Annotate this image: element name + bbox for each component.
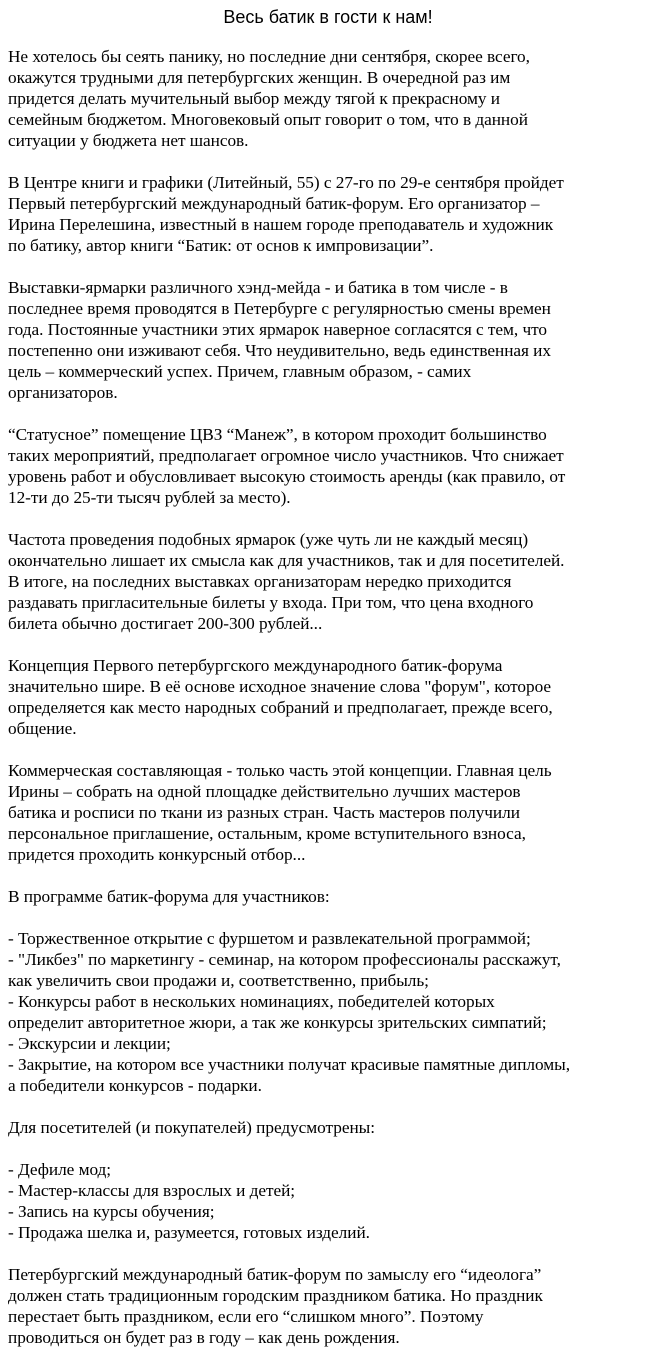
line: 12-ти до 25-ти тысяч рублей за место). [8, 488, 291, 507]
line: общение. [8, 719, 77, 738]
line: семейным бюджетом. Многовековый опыт говорит о том, что в данной [8, 110, 528, 129]
paragraph-6 [8, 655, 648, 739]
line: Выставки-ярмарки различного хэнд-мейда - и батика в том числе - в [8, 278, 508, 297]
line: Петербургский международный батик-форум по замыслу его “идеолога” [8, 1265, 542, 1284]
line: по батику, автор книги “Батик: от основ к импровизации”. [8, 236, 434, 255]
line: Для посетителей (и покупателей) предусмотрены: [8, 1118, 375, 1137]
line: проводиться он будет раз в году – как день рождения. [8, 1328, 400, 1347]
list-item: - Дефиле мод; [8, 1160, 112, 1179]
line: раздавать пригласительные билеты у входа. При том, что цена входного [8, 593, 534, 612]
line: Концепция Первого петербургского международного батик-форума [8, 656, 503, 675]
line: билета обычно достигает 200-300 рублей... [8, 614, 323, 633]
line: окажутся трудными для петербургских женщин. В очередной раз им [8, 68, 511, 87]
line: Коммерческая составляющая - только часть этой концепции. Главная цель [8, 761, 552, 780]
line: персональное приглашение, остальным, кроме вступительного взноса, [8, 824, 526, 843]
paragraph-9 [8, 1117, 648, 1138]
line: “Статусное” помещение ЦВЗ “Манеж”, в котором проходит большинство [8, 425, 547, 444]
line: организаторов. [8, 383, 118, 402]
list-item: - Экскурсии и лекции; [8, 1034, 171, 1053]
line: Первый петербургский международный батик-форум. Его организатор – [8, 194, 540, 213]
visitor-program-list [8, 1159, 648, 1243]
line: постепенно они изживают себя. Что неудивительно, ведь единственная их [8, 341, 551, 360]
line: В программе батик-форума для участников: [8, 887, 330, 906]
list-item: - Торжественное открытие с фуршетом и развлекательной программой; [8, 929, 531, 948]
article-title: Весь батик в гости к нам! [223, 7, 433, 27]
paragraph-7 [8, 760, 648, 865]
line: придется делать мучительный выбор между тягой к прекрасному и [8, 89, 500, 108]
line: окончательно лишает их смысла как для участников, так и для посетителей. [8, 551, 565, 570]
line: перестает быть праздником, если его “слишком много”. Поэтому [8, 1307, 484, 1326]
line: уровень работ и обусловливает высокую стоимость аренды (как правило, от [8, 467, 566, 486]
list-item: - Мастер-классы для взрослых и детей; [8, 1181, 296, 1200]
article [8, 0, 648, 1348]
list-item: - Запись на курсы обучения; [8, 1202, 215, 1221]
participant-program-list [8, 928, 648, 1096]
line: значительно шире. В её основе исходное значение слова "форум", которое [8, 677, 551, 696]
paragraph-4 [8, 424, 648, 508]
line: таких мероприятий, предполагает огромное число участников. Что снижает [8, 446, 564, 465]
paragraph-2 [8, 172, 648, 256]
list-item: а победители конкурсов - подарки. [8, 1076, 262, 1095]
line: должен стать традиционным городским праздником батика. Но праздник [8, 1286, 543, 1305]
line: года. Постоянные участники этих ярмарок наверное согласятся с тем, что [8, 320, 547, 339]
article-body [8, 46, 648, 1348]
paragraph-3 [8, 277, 648, 403]
list-item: как увеличить свои продажи и, соответственно, прибыль; [8, 971, 429, 990]
list-item: - Продажа шелка и, разумеется, готовых изделий. [8, 1223, 370, 1242]
line: Ирины – собрать на одной площадке действительно лучших мастеров [8, 782, 521, 801]
paragraph-5 [8, 529, 648, 634]
line: Не хотелось бы сеять панику, но последние дни сентября, скорее всего, [8, 47, 530, 66]
line: придется проходить конкурсный отбор... [8, 845, 306, 864]
list-item: - "Ликбез" по маркетингу - семинар, на котором профессионалы расскажут, [8, 950, 561, 969]
list-item: - Закрытие, на котором все участники получат красивые памятные дипломы, [8, 1055, 570, 1074]
paragraph-1 [8, 46, 648, 151]
paragraph-10 [8, 1264, 648, 1348]
line: последнее время проводятся в Петербурге с регулярностью смены времен [8, 299, 551, 318]
line: определяется как место народных собраний и предполагает, прежде всего, [8, 698, 553, 717]
paragraph-8 [8, 886, 648, 907]
line: В итоге, на последних выставках организаторам нередко приходится [8, 572, 512, 591]
list-item: определит авторитетное жюри, а так же конкурсы зрительских симпатий; [8, 1013, 547, 1032]
line: Ирина Перелешина, известный в нашем городе преподаватель и художник [8, 215, 554, 234]
list-item: - Конкурсы работ в нескольких номинациях, победителей которых [8, 992, 495, 1011]
line: Частота проведения подобных ярмарок (уже чуть ли не каждый месяц) [8, 530, 529, 549]
line: батика и росписи по ткани из разных стран. Часть мастеров получили [8, 803, 520, 822]
line: В Центре книги и графики (Литейный, 55) с 27-го по 29-е сентября пройдет [8, 173, 564, 192]
line: цель – коммерческий успех. Причем, главным образом, - самих [8, 362, 472, 381]
line: ситуации у бюджета нет шансов. [8, 131, 249, 150]
